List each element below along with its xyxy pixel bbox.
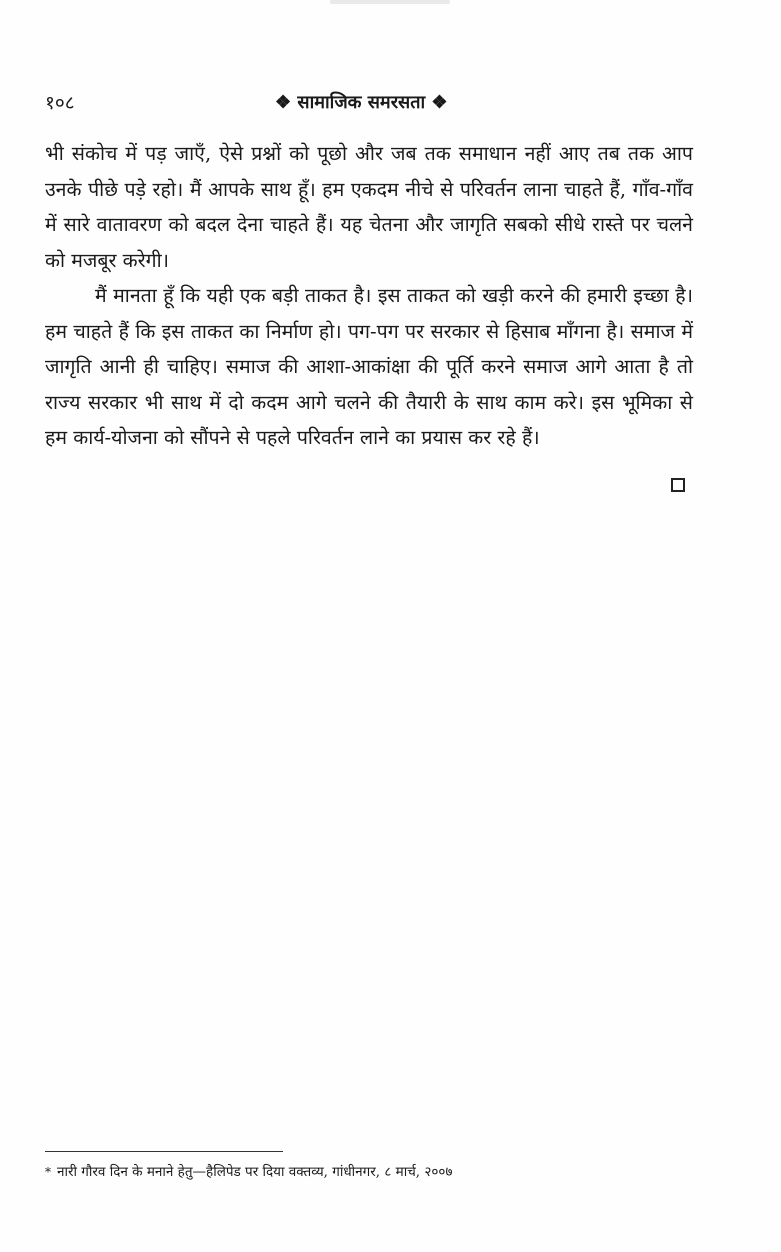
footnote-divider [45, 1151, 283, 1152]
paragraph-continued: भी संकोच में पड़ जाएँ, ऐसे प्रश्नों को पूछो और जब तक समाधान नहीं आए तब तक आप उनके पीछे पड़े रहो। मैं आपके साथ हूँ। हम एकदम नीचे से परिवर्तन लाना चाहते हैं, गाँव-गाँव में सारे वातावरण को बदल देना चाहते हैं। यह चेतना और जागृति सबको सीधे रास्ते पर चलने को मजबूर करेगी। [45, 142, 693, 272]
footnote [45, 1162, 685, 1182]
body-text [45, 136, 693, 456]
footnote-text: नारी गौरव दिन के मनाने हेतु—हैलिपेड पर दिया वक्तव्य, गांधीनगर, ८ मार्च, २००७ [57, 1164, 453, 1180]
footnote-marker: * [45, 1165, 51, 1179]
paragraph: मैं मानता हूँ कि यही एक बड़ी ताकत है। इस ताकत को खड़ी करने की हमारी इच्छा है। हम चाहते हैं कि इस ताकत का निर्माण हो। पग-पग पर सरकार से हिसाब माँगना है। समाज में जागृति आनी ही चाहिए। समाज की आशा-आकांक्षा की पूर्ति करने समाज आगे आता है तो राज्य सरकार भी साथ में दो कदम आगे चलने की तैयारी के साथ काम करे। इस भूमिका से हम कार्य-योजना को सौंपने से पहले परिवर्तन लाने का प्रयास कर रहे हैं। [45, 284, 693, 449]
page-number: १०८ [45, 92, 75, 114]
section-end-square-icon [671, 478, 685, 492]
page-top-edge [330, 0, 450, 4]
running-title: ❖ सामाजिक समरसता ❖ [275, 92, 448, 113]
page-header [45, 88, 695, 118]
